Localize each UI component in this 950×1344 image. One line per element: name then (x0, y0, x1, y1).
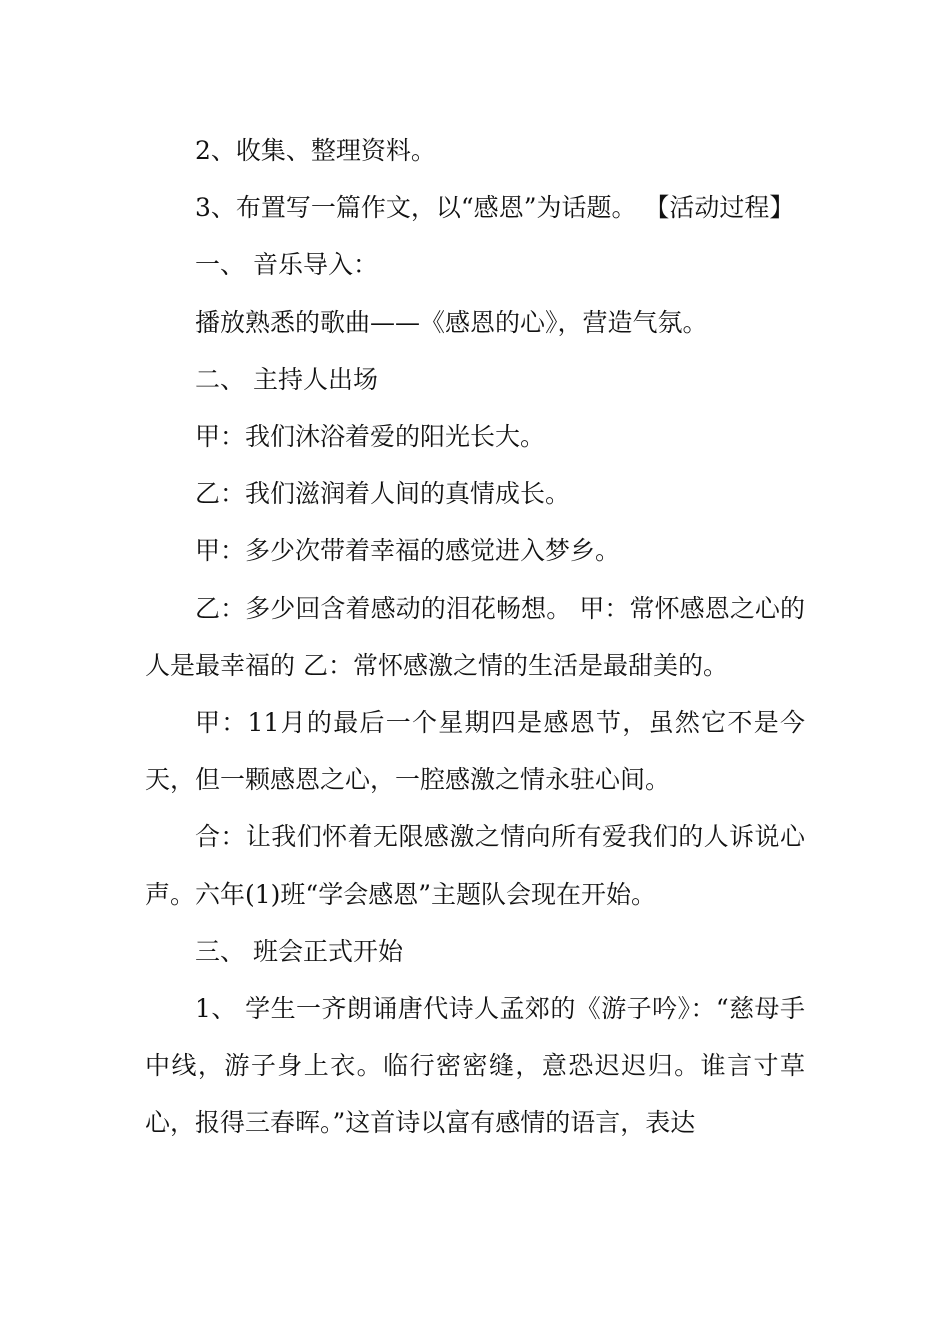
dialogue-line-1: 甲：我们沐浴着爱的阳光长大。 (195, 422, 546, 452)
dialogue-line-5: 甲：11月的最后一个星期四是感恩节，虽然它不是今天，但一颗感恩之心，一腔感激之情永驻心间。 (145, 708, 805, 795)
section-heading-class-meeting: 三、 班会正式开始 (195, 936, 403, 966)
dialogue-line-6: 合：让我们怀着无限感激之情向所有爱我们的人诉说心声。六年(1)班“学会感恩”主题队会现在开始。 (145, 822, 805, 909)
dialogue-line-3: 甲：多少次带着幸福的感觉进入梦乡。 (195, 536, 621, 566)
dialogue-line-2: 乙：我们滋润着人间的真情成长。 (195, 479, 571, 509)
paragraph-poem-recital: 1、 学生一齐朗诵唐代诗人孟郊的《游子吟》：“慈母手中线，游子身上衣。临行密密缝，意恐迟迟归。谁言寸草心，报得三春晖。”这首诗以富有感情的语言，表达 (145, 994, 805, 1138)
paragraph-collect-materials: 2、收集、整理资料。 (195, 136, 436, 165)
section-heading-music-intro: 一、 音乐导入： (195, 250, 378, 280)
paragraph-play-song: 播放熟悉的歌曲——《感恩的心》，营造气氛。 (195, 307, 708, 337)
dialogue-line-4: 乙：多少回含着感动的泪花畅想。 甲：常怀感恩之心的人是最幸福的 乙：常怀感激之情的生活是最甜美的。 (145, 593, 805, 680)
paragraph-essay-assignment: 3、布置写一篇作文，以“感恩”为话题。 【活动过程】 (195, 193, 795, 223)
section-heading-hosts: 二、 主持人出场 (195, 364, 378, 394)
document-body (145, 122, 805, 1152)
